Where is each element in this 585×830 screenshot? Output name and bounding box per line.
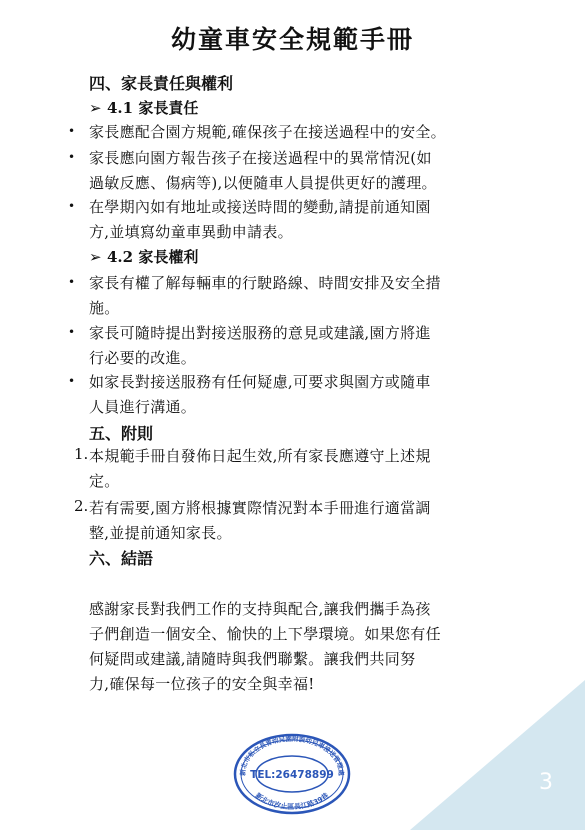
svg-text:新北市私立長青幼兒園附設幼兒車接送管理處: 新北市私立長青幼兒園附設幼兒車接送管理處 bbox=[238, 734, 346, 776]
list-item: 本規範手冊自發佈日起生效,所有家長應遵守上述規 bbox=[89, 447, 431, 465]
corner-decoration bbox=[410, 680, 585, 830]
stamp-seal bbox=[233, 733, 351, 815]
subsection-4-1-label: 4.1 家長責任 bbox=[107, 99, 199, 117]
closing-paragraph-line: 力,確保每一位孩子的安全與幸福! bbox=[89, 675, 315, 693]
bullet-icon: • bbox=[68, 374, 76, 388]
arrow-icon: ➢ bbox=[89, 99, 102, 117]
list-item: 若有需要,園方將根據實際情況對本手冊進行適當調 bbox=[89, 499, 431, 517]
subsection-4-2-heading bbox=[89, 246, 198, 267]
list-item-continuation: 施。 bbox=[89, 299, 120, 317]
bullet-icon: • bbox=[68, 275, 76, 289]
list-number: 2. bbox=[74, 497, 89, 515]
bullet-icon: • bbox=[68, 325, 76, 339]
list-item: 如家長對接送服務有任何疑慮,可要求與園方或隨車 bbox=[89, 373, 431, 391]
subsection-4-2-label: 4.2 家長權利 bbox=[107, 248, 199, 266]
list-item: 家長應配合園方規範,確保孩子在接送過程中的安全。 bbox=[89, 123, 446, 141]
list-item-continuation: 定。 bbox=[89, 472, 120, 490]
section-6-heading: 六、結語 bbox=[89, 549, 154, 568]
list-item-continuation: 方,並填寫幼童車異動申請表。 bbox=[89, 223, 293, 241]
list-item-continuation: 行必要的改進。 bbox=[89, 349, 197, 367]
bullet-icon: • bbox=[68, 150, 76, 164]
list-item-continuation: 過敏反應、傷病等),以便隨車人員提供更好的護理。 bbox=[89, 174, 437, 192]
closing-paragraph-line: 何疑問或建議,請隨時與我們聯繫。讓我們共同努 bbox=[89, 650, 416, 668]
svg-text:新北市汐止區長江路39巷: 新北市汐止區長江路39巷 bbox=[253, 791, 331, 812]
list-item-continuation: 整,並提前通知家長。 bbox=[89, 524, 232, 542]
section-4-heading: 四、家長責任與權利 bbox=[89, 74, 234, 93]
list-item: 家長有權了解每輛車的行駛路線、時間安排及安全措 bbox=[89, 274, 441, 292]
arrow-icon: ➢ bbox=[89, 248, 102, 266]
page-number: 3 bbox=[539, 770, 553, 795]
list-number: 1. bbox=[74, 445, 89, 463]
document-title: 幼童車安全規範手冊 bbox=[170, 25, 414, 54]
closing-paragraph-line: 子們創造一個安全、愉快的上下學環境。如果您有任 bbox=[89, 625, 441, 643]
closing-paragraph-line: 感謝家長對我們工作的支持與配合,讓我們攜手為孩 bbox=[89, 600, 431, 618]
list-item: 在學期內如有地址或接送時間的變動,請提前通知園 bbox=[89, 198, 431, 216]
svg-text:TEL:26478899: TEL:26478899 bbox=[250, 769, 334, 781]
bullet-icon: • bbox=[68, 124, 76, 138]
section-5-heading: 五、附則 bbox=[89, 424, 154, 443]
bullet-icon: • bbox=[68, 199, 76, 213]
subsection-4-1-heading bbox=[89, 97, 198, 118]
list-item: 家長可隨時提出對接送服務的意見或建議,園方將進 bbox=[89, 324, 431, 342]
list-item-continuation: 人員進行溝通。 bbox=[89, 398, 197, 416]
list-item: 家長應向園方報告孩子在接送過程中的異常情況(如 bbox=[89, 149, 432, 167]
